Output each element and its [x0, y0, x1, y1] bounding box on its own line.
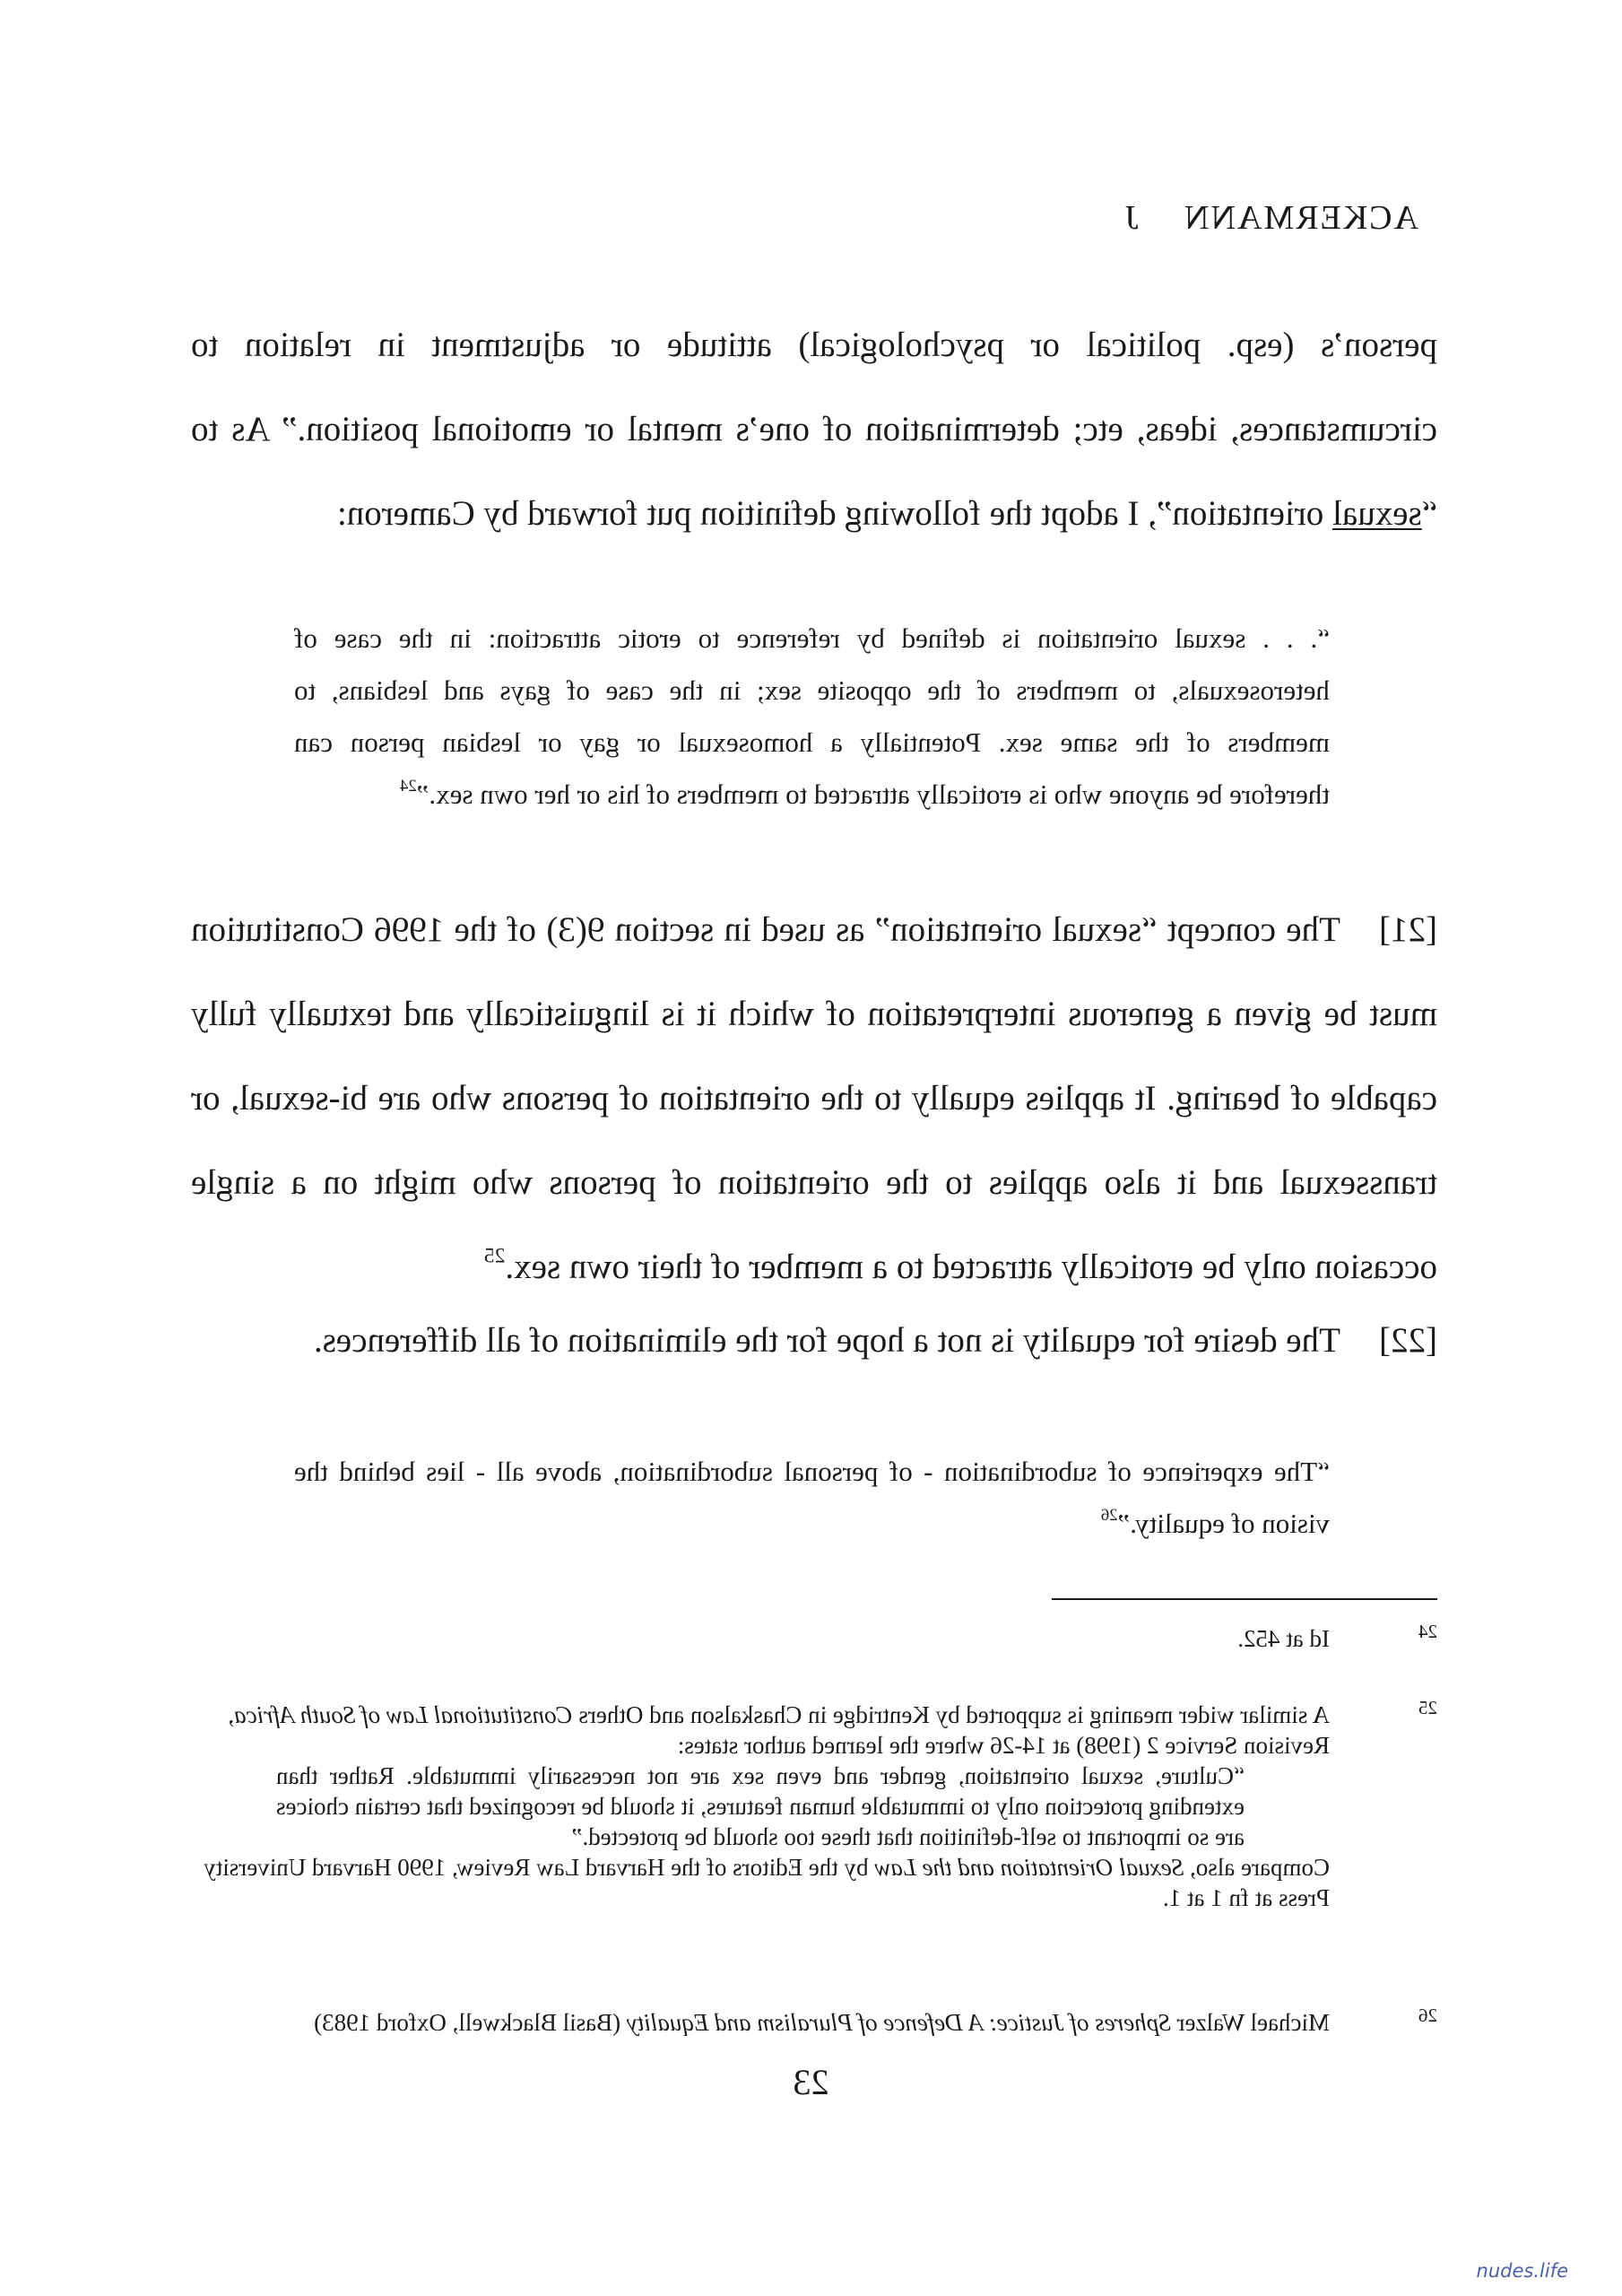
intro-open-quote: “ — [1421, 494, 1437, 533]
intro-paragraph — [191, 303, 1437, 556]
footnote-number: 26 — [1418, 2005, 1437, 2026]
footnote-ref-24: 24 — [400, 777, 417, 796]
footnote-lead-rest: , Revision Service 2 (1998) at 14-26 where the learned author states: — [228, 1701, 1330, 1759]
quote-line — [294, 769, 1330, 821]
paragraph-22 — [191, 1299, 1437, 1383]
watermark: nudes.life — [1476, 2260, 1568, 2282]
para-21-text: The concept “sexual orientation” as used in section 9(3) of the 1996 Constitution — [191, 910, 1340, 949]
footnote-separator — [1052, 1598, 1437, 1600]
para-21-text: occasion only be erotically attracted to a member of their own sex. — [505, 1248, 1437, 1286]
footnote-compare-prefix: Compare also, — [1184, 1854, 1330, 1881]
para-21-line — [191, 1225, 1437, 1309]
intro-line — [191, 472, 1437, 556]
footnote-author: Michael Walzer — [1170, 2009, 1330, 2036]
para-21-line — [191, 888, 1437, 972]
footnote-compare-title: Sexual Orientation and the Law — [874, 1854, 1184, 1881]
intro-underlined-word: sexual — [1332, 494, 1422, 533]
intro-line: circumstances, ideas, etc; determination of one’s mental or emotional position.” As to — [191, 410, 1437, 448]
block-quote-walzer — [294, 1446, 1330, 1550]
footnote-body — [191, 2007, 1330, 2038]
footnote-ref-25: 25 — [483, 1244, 506, 1268]
running-header: ACKERMANN J — [1123, 199, 1418, 237]
footnote-25 — [191, 1697, 1437, 1913]
footnote-26 — [191, 2007, 1437, 2038]
quote-line-text: vision of equality.” — [1117, 1508, 1330, 1539]
paragraph-number-22: [22] — [1379, 1321, 1437, 1360]
quote-line-text: therefore be anyone who is erotically attracted to members of his or her own sex.” — [416, 778, 1330, 810]
footnote-text: Id at 452. — [1237, 1625, 1330, 1652]
footnote-quote: “Culture, sexual orientation, gender and even sex are not necessarily immutable. Rather than extending protection only to immutable human features, it should be recognized that certain choices are so important to self-definition that these too should be protected.” — [276, 1762, 1245, 1850]
footnote-number: 25 — [1418, 1697, 1437, 1718]
quote-line: “The experience of subordination - of personal subordination, above all - lies behind the — [294, 1456, 1330, 1487]
para-21-line: capable of bearing. It applies equally to the orientation of persons who are bi-sexual, or — [191, 1079, 1437, 1118]
paragraph-21 — [191, 888, 1437, 1309]
footnote-body — [191, 1700, 1330, 1913]
quote-line: heterosexuals, to members of the opposite sex; in the case of gays and lesbians, to — [294, 674, 1330, 706]
para-22-text: The desire for equality is not a hope for the elimination of all differences. — [313, 1321, 1340, 1360]
block-quote-cameron — [294, 613, 1330, 821]
quote-line: “. . . sexual orientation is defined by reference to erotic attraction: in the case of — [294, 622, 1330, 654]
page-number: 23 — [793, 2062, 829, 2102]
footnote-compare — [191, 1852, 1330, 1913]
footnote-ref-26: 26 — [1100, 1506, 1118, 1526]
footnote-24 — [191, 1623, 1437, 1654]
footnote-cited-title: Constitutional Law of South Africa — [234, 1701, 573, 1728]
intro-line-rest: orientation”, I adopt the following definition put forward by Cameron: — [336, 494, 1333, 533]
footnote-publisher: (Basil Blackwell, Oxford 1983) — [314, 2009, 627, 2036]
quote-line — [294, 1498, 1330, 1550]
footnote-compare-rest: by the Editors of the Harvard Law Review, 1990 Harvard University Press at fn 1 at 1. — [204, 1854, 1330, 1911]
footnote-number: 24 — [1418, 1621, 1437, 1642]
intro-line: person’s (esp. political or psychological) attitude or adjustment in relation to — [191, 326, 1437, 364]
para-21-line: must be given a generous interpretation of which it is linguistically and textually fully — [191, 995, 1437, 1033]
para-21-line: transsexual and it also applies to the orientation of persons who might on a single — [191, 1163, 1437, 1202]
footnote-lead — [191, 1700, 1330, 1761]
para-22-line — [191, 1299, 1437, 1383]
quote-line: members of the same sex. Potentially a homosexual or gay or lesbian person can — [294, 726, 1330, 758]
footnote-cited-title: Spheres of Justice: A Defence of Pluralism and Equality — [626, 2009, 1171, 2036]
paragraph-number-21: [21] — [1379, 910, 1437, 949]
footnote-lead-text: A similar wider meaning is supported by Kentridge in Chaskalson and Others — [572, 1701, 1330, 1728]
